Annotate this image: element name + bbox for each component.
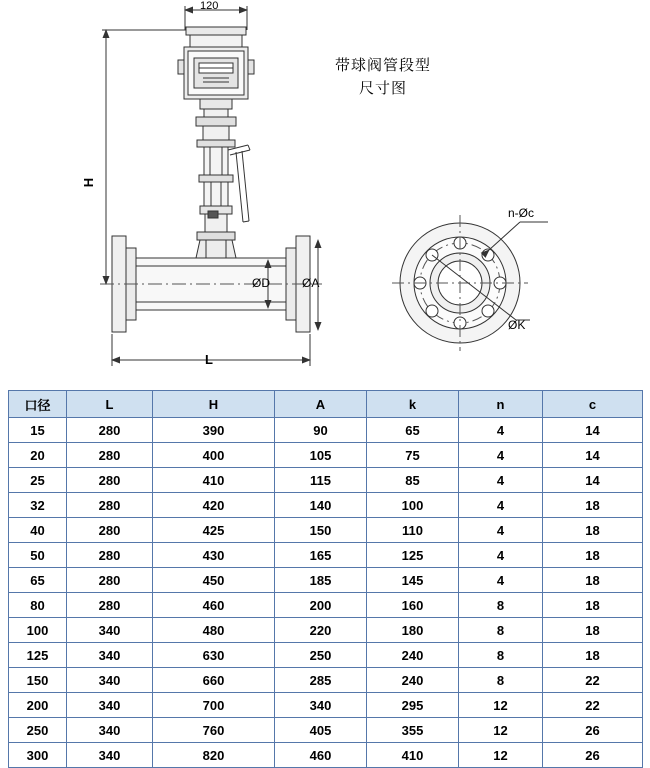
table-cell: 220 bbox=[275, 618, 367, 643]
table-cell: 65 bbox=[9, 568, 67, 593]
table-body bbox=[9, 418, 643, 768]
table-cell: 125 bbox=[9, 643, 67, 668]
table-cell: 285 bbox=[275, 668, 367, 693]
table-cell: 90 bbox=[275, 418, 367, 443]
table-cell: 280 bbox=[67, 493, 153, 518]
table-cell: 295 bbox=[367, 693, 459, 718]
drawing-title bbox=[288, 55, 478, 100]
table-cell: 12 bbox=[459, 693, 543, 718]
table-row bbox=[9, 443, 643, 468]
table-cell: 26 bbox=[543, 718, 643, 743]
table-cell: 25 bbox=[9, 468, 67, 493]
table-row bbox=[9, 468, 643, 493]
table-cell: 110 bbox=[367, 518, 459, 543]
table-cell: 240 bbox=[367, 643, 459, 668]
table-row bbox=[9, 568, 643, 593]
table-header-cell: L bbox=[67, 391, 153, 418]
table-cell: 280 bbox=[67, 418, 153, 443]
table-row bbox=[9, 718, 643, 743]
table-cell: 18 bbox=[543, 568, 643, 593]
table-cell: 18 bbox=[543, 518, 643, 543]
table-cell: 340 bbox=[67, 643, 153, 668]
table-cell: 340 bbox=[275, 693, 367, 718]
table-cell: 660 bbox=[153, 668, 275, 693]
label-height-dimension: H bbox=[81, 177, 97, 188]
table-cell: 760 bbox=[153, 718, 275, 743]
table-cell: 150 bbox=[9, 668, 67, 693]
table-cell: 4 bbox=[459, 443, 543, 468]
table-cell: 200 bbox=[9, 693, 67, 718]
table-cell: 160 bbox=[367, 593, 459, 618]
table-cell: 280 bbox=[67, 518, 153, 543]
table-cell: 280 bbox=[67, 443, 153, 468]
table-head bbox=[9, 391, 643, 418]
table-cell: 340 bbox=[67, 693, 153, 718]
table-cell: 340 bbox=[67, 618, 153, 643]
table-cell: 165 bbox=[275, 543, 367, 568]
table-cell: 4 bbox=[459, 543, 543, 568]
table-cell: 250 bbox=[275, 643, 367, 668]
table-cell: 340 bbox=[67, 743, 153, 768]
label-diameter-a: ØA bbox=[302, 276, 320, 290]
table-cell: 390 bbox=[153, 418, 275, 443]
table-cell: 18 bbox=[543, 493, 643, 518]
label-length-dimension: L bbox=[205, 352, 213, 367]
table-cell: 340 bbox=[67, 668, 153, 693]
table-header-cell: c bbox=[543, 391, 643, 418]
table-cell: 8 bbox=[459, 668, 543, 693]
table-cell: 15 bbox=[9, 418, 67, 443]
drawing-title-line2: 尺寸图 bbox=[358, 79, 407, 97]
table-cell: 150 bbox=[275, 518, 367, 543]
table-cell: 14 bbox=[543, 418, 643, 443]
pipe-body bbox=[100, 236, 322, 332]
table-cell: 18 bbox=[543, 543, 643, 568]
table-cell: 355 bbox=[367, 718, 459, 743]
table-cell: 200 bbox=[275, 593, 367, 618]
table-cell: 8 bbox=[459, 593, 543, 618]
table-cell: 8 bbox=[459, 618, 543, 643]
table-row bbox=[9, 518, 643, 543]
table-cell: 4 bbox=[459, 518, 543, 543]
table-row bbox=[9, 618, 643, 643]
table-cell: 340 bbox=[67, 718, 153, 743]
table-cell: 280 bbox=[67, 593, 153, 618]
table-cell: 40 bbox=[9, 518, 67, 543]
table-cell: 280 bbox=[67, 543, 153, 568]
table-cell: 105 bbox=[275, 443, 367, 468]
table-header-cell: A bbox=[275, 391, 367, 418]
table-cell: 100 bbox=[9, 618, 67, 643]
table-cell: 12 bbox=[459, 718, 543, 743]
table-row bbox=[9, 493, 643, 518]
table-cell: 430 bbox=[153, 543, 275, 568]
table-cell: 22 bbox=[543, 668, 643, 693]
table-cell: 250 bbox=[9, 718, 67, 743]
table-cell: 460 bbox=[153, 593, 275, 618]
table-cell: 405 bbox=[275, 718, 367, 743]
table-cell: 18 bbox=[543, 593, 643, 618]
table-cell: 20 bbox=[9, 443, 67, 468]
table-cell: 420 bbox=[153, 493, 275, 518]
table-cell: 50 bbox=[9, 543, 67, 568]
table-cell: 480 bbox=[153, 618, 275, 643]
table-cell: 80 bbox=[9, 593, 67, 618]
table-cell: 12 bbox=[459, 743, 543, 768]
label-diameter-d: ØD bbox=[252, 276, 270, 290]
table-row bbox=[9, 743, 643, 768]
table-row bbox=[9, 668, 643, 693]
table-cell: 18 bbox=[543, 643, 643, 668]
table-cell: 280 bbox=[67, 468, 153, 493]
valve-stem-column bbox=[196, 117, 236, 240]
table-cell: 300 bbox=[9, 743, 67, 768]
table-row bbox=[9, 593, 643, 618]
table-cell: 85 bbox=[367, 468, 459, 493]
table-cell: 700 bbox=[153, 693, 275, 718]
table-cell: 185 bbox=[275, 568, 367, 593]
table-row bbox=[9, 543, 643, 568]
table-cell: 410 bbox=[367, 743, 459, 768]
table-header-row bbox=[9, 391, 643, 418]
table-cell: 65 bbox=[367, 418, 459, 443]
table-row bbox=[9, 693, 643, 718]
table-cell: 145 bbox=[367, 568, 459, 593]
table-cell: 4 bbox=[459, 568, 543, 593]
table-cell: 410 bbox=[153, 468, 275, 493]
label-top-dimension: 120 bbox=[200, 0, 219, 12]
table-cell: 240 bbox=[367, 668, 459, 693]
table-header-cell: 口径 bbox=[9, 391, 67, 418]
table-cell: 4 bbox=[459, 468, 543, 493]
table-cell: 4 bbox=[459, 418, 543, 443]
table-cell: 18 bbox=[543, 618, 643, 643]
table-cell: 75 bbox=[367, 443, 459, 468]
table-row bbox=[9, 643, 643, 668]
table-cell: 630 bbox=[153, 643, 275, 668]
table-row bbox=[9, 418, 643, 443]
table-cell: 425 bbox=[153, 518, 275, 543]
transmitter-housing bbox=[178, 27, 254, 117]
table-cell: 450 bbox=[153, 568, 275, 593]
table-header-cell: H bbox=[153, 391, 275, 418]
table-cell: 32 bbox=[9, 493, 67, 518]
table-cell: 400 bbox=[153, 443, 275, 468]
table-header-cell: k bbox=[367, 391, 459, 418]
dimension-table bbox=[8, 390, 643, 768]
table-cell: 280 bbox=[67, 568, 153, 593]
table-cell: 14 bbox=[543, 443, 643, 468]
table-cell: 14 bbox=[543, 468, 643, 493]
label-flange-circle: ØK bbox=[508, 318, 526, 332]
label-flange-holes: n-Øc bbox=[508, 206, 535, 220]
table-cell: 140 bbox=[275, 493, 367, 518]
table-cell: 8 bbox=[459, 643, 543, 668]
table-header-cell: n bbox=[459, 391, 543, 418]
table-cell: 460 bbox=[275, 743, 367, 768]
table-cell: 180 bbox=[367, 618, 459, 643]
table-cell: 125 bbox=[367, 543, 459, 568]
table-cell: 4 bbox=[459, 493, 543, 518]
table-cell: 115 bbox=[275, 468, 367, 493]
table-cell: 26 bbox=[543, 743, 643, 768]
table-cell: 820 bbox=[153, 743, 275, 768]
drawing-title-line1: 带球阀管段型 bbox=[334, 57, 431, 74]
dimension-table-container bbox=[8, 390, 642, 768]
table-cell: 100 bbox=[367, 493, 459, 518]
table-cell: 22 bbox=[543, 693, 643, 718]
